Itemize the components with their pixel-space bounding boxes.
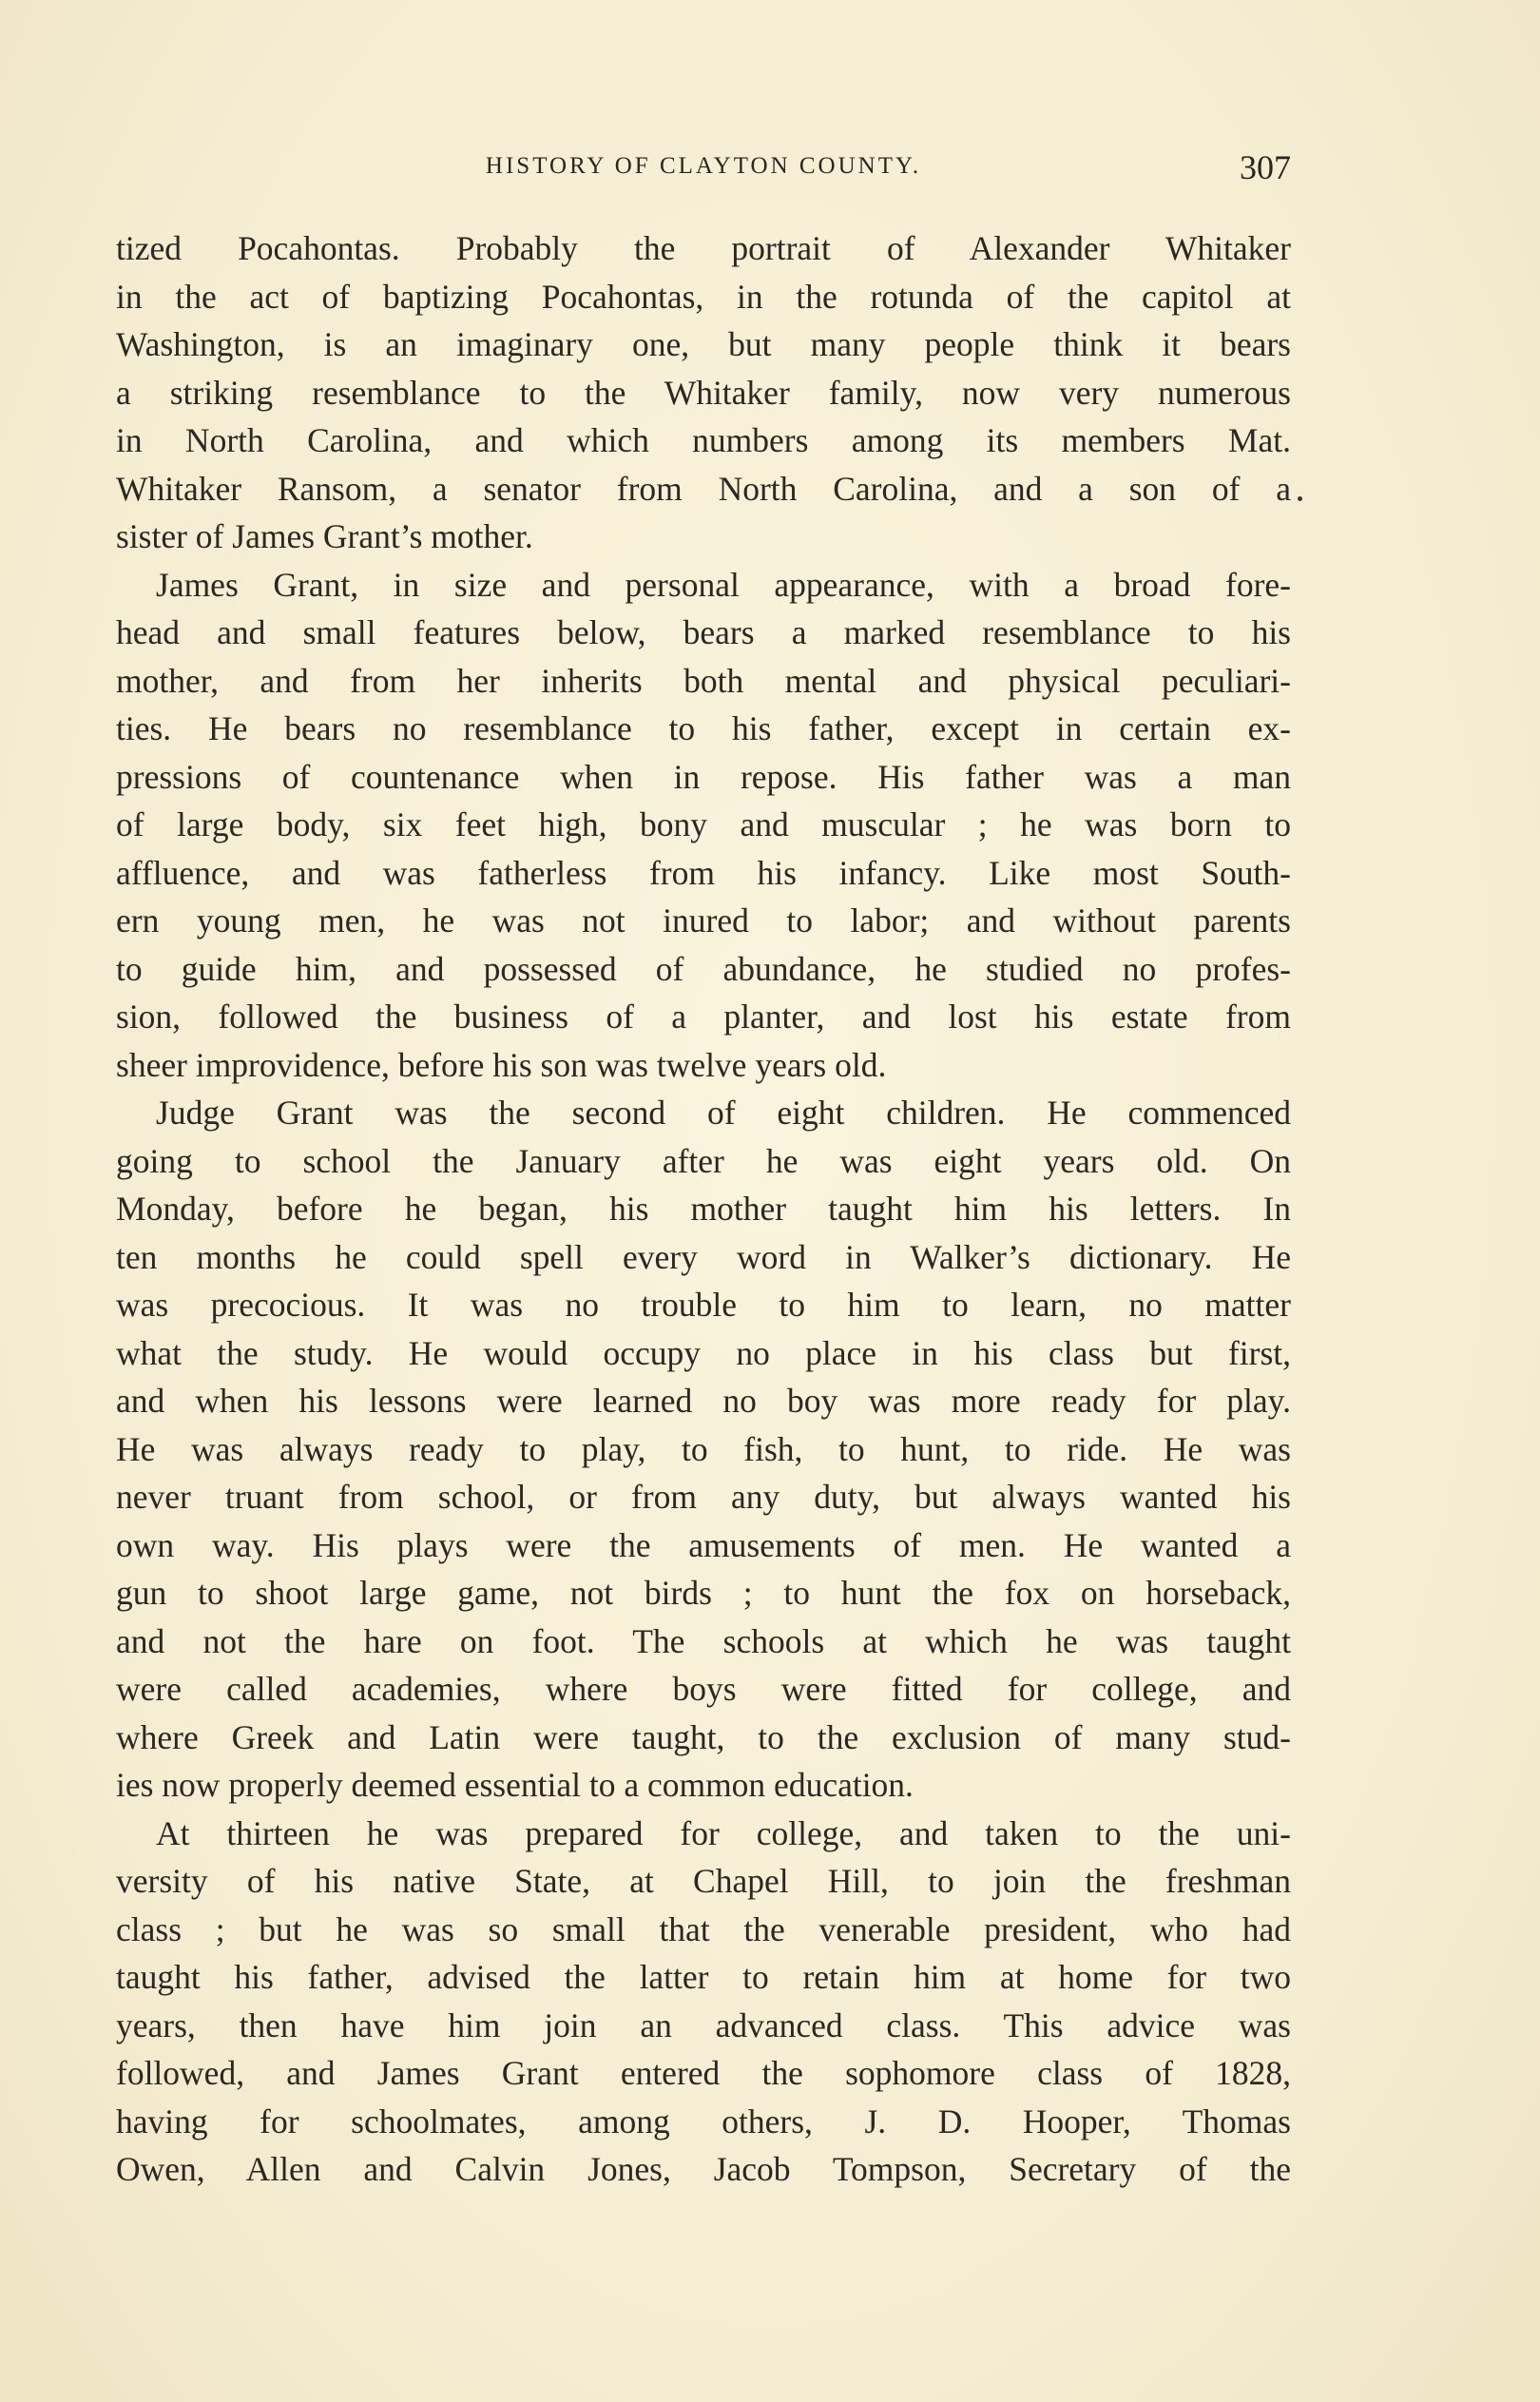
text-line: Whitaker Ransom, a senator from North Carolina, and a son of a: [116, 469, 1291, 508]
text-line: ten months he could spell every word in Walker’s dictionary. He: [116, 1237, 1291, 1276]
text-line: what the study. He would occupy no place in his class but first,: [116, 1333, 1291, 1372]
text-line: sion, followed the business of a planter, and lost his estate from: [116, 998, 1291, 1036]
text-line: James Grant, in size and personal appearance, with a broad fore-: [156, 565, 1291, 604]
text-line: and not the hare on foot. The schools at which he was taught: [116, 1621, 1291, 1660]
text-line: a striking resemblance to the Whitaker family, now very numerous: [116, 373, 1291, 412]
text-line: class ; but he was so small that the venerable president, who had: [116, 1909, 1291, 1948]
text-line: mother, and from her inherits both mental and physical peculiari-: [116, 661, 1291, 700]
text-line: Monday, before he began, his mother taught him his letters. In: [116, 1190, 1291, 1228]
text-line: Judge Grant was the second of eight children. He commenced: [156, 1094, 1291, 1132]
text-line: ern young men, he was not inured to labor; and without parents: [116, 901, 1291, 939]
text-line: going to school the January after he was eight years old. On: [116, 1141, 1291, 1180]
text-line: gun to shoot large game, not birds ; to hunt the fox on horseback,: [116, 1574, 1291, 1612]
text-line: years, then have him join an advanced class. This advice was: [116, 2005, 1291, 2044]
text-line: versity of his native State, at Chapel Hill, to join the freshman: [116, 1862, 1291, 1900]
text-line: affluence, and was fatherless from his infancy. Like most South-: [116, 853, 1291, 892]
text-line: At thirteen he was prepared for college, and taken to the uni-: [156, 1813, 1291, 1852]
text-line: Owen, Allen and Calvin Jones, Jacob Tompson, Secretary of the: [116, 2150, 1291, 2188]
text-line: sister of James Grant’s mother.: [116, 517, 533, 555]
page-header: [116, 147, 1291, 195]
text-line: own way. His plays were the amusements of men. He wanted a: [116, 1525, 1291, 1564]
text-line: in North Carolina, and which numbers among its members Mat.: [116, 421, 1291, 459]
text-line: of large body, six feet high, bony and muscular ; he was born to: [116, 805, 1291, 843]
text-line: followed, and James Grant entered the sophomore class of 1828,: [116, 2054, 1291, 2092]
text-line: taught his father, advised the latter to retain him at home for two: [116, 1958, 1291, 1996]
page-number: 307: [1240, 148, 1291, 186]
text-line: pressions of countenance when in repose. His father was a man: [116, 757, 1291, 796]
text-line: to guide him, and possessed of abundance, he studied no profes-: [116, 949, 1291, 988]
text-line: were called academies, where boys were fitted for college, and: [116, 1670, 1291, 1708]
text-line: and when his lessons were learned no boy was more ready for play.: [116, 1382, 1291, 1420]
text-line: head and small features below, bears a marked resemblance to his: [116, 613, 1291, 651]
running-head: HISTORY OF CLAYTON COUNTY.: [485, 153, 922, 179]
text-line: Washington, is an imaginary one, but many people think it bears: [116, 325, 1291, 363]
text-line: ies now properly deemed essential to a common education.: [116, 1766, 914, 1804]
text-line: ties. He bears no resemblance to his father, except in certain ex-: [116, 709, 1291, 747]
text-line: He was always ready to play, to fish, to hunt, to ride. He was: [116, 1429, 1291, 1468]
text-line: tized Pocahontas. Probably the portrait of Alexander Whitaker: [116, 229, 1291, 267]
text-line: never truant from school, or from any duty, but always wanted his: [116, 1478, 1291, 1516]
margin-dot: [1298, 496, 1302, 501]
text-line: was precocious. It was no trouble to him to learn, no matter: [116, 1286, 1291, 1324]
text-line: having for schoolmates, among others, J. D. Hooper, Thomas: [116, 2102, 1291, 2140]
text-line: sheer improvidence, before his son was twelve years old.: [116, 1045, 887, 1084]
text-line: in the act of baptizing Pocahontas, in the rotunda of the capitol at: [116, 277, 1291, 316]
body-text: [116, 224, 1291, 2194]
text-line: where Greek and Latin were taught, to the exclusion of many stud-: [116, 1717, 1291, 1756]
